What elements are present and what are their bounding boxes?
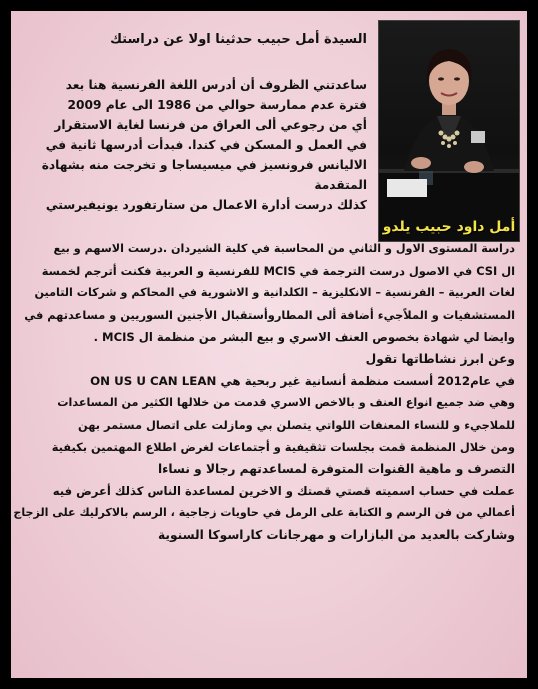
photo-caption: أمل داود حبيب يلدو <box>382 219 516 235</box>
text-line: ومن خلال المنظمة قمت بجلسات تثقيفية و أجتماعات لغرض اطلاع المهتمين بكيفية <box>51 440 515 454</box>
outer-frame <box>5 5 533 684</box>
text-line: الاليانس فرونسيز في ميسيساجا و تخرجت منه بشهادة <box>41 158 367 172</box>
text-line: فترة عدم ممارسة حوالي من 1986 الى عام 2009 <box>67 98 367 112</box>
article-heading: السيدة أمل حبيب حدثينا اولا عن دراستك <box>110 32 367 47</box>
text-line: ساعدتني الظروف أن أدرس اللغة الفرنسية هنا بعد <box>65 78 367 92</box>
text-line: أي من رجوعي ألى العراق من فرنسا لغاية الاستقرار <box>54 118 367 132</box>
text-line: في عام2012 أسست منظمة أنسانية غير ربحية هي ON US U CAN LEAN <box>90 374 515 388</box>
document-page <box>11 11 527 678</box>
text-line: التصرف و ماهية القنوات المتوفرة لمساعدتهم رجالا و نساءا <box>157 462 515 476</box>
text-line: ال CSI في الاصول درست الترجمة في MCIS للفرنسية و العربية فكنت أترجم لخمسة <box>41 264 515 278</box>
text-line: أعمالي من فن الرسم و الكتابة على الرمل في حاويات زجاجية ، الرسم بالاكرليك على الزجاج <box>13 506 515 519</box>
text-line: المستشفيات و الملاًجيء أضافة ألى المطاروأستقبال الأجنين السوريين و مساعدتهم في <box>24 308 515 322</box>
text-line: وشاركت بالعديد من البازارات و مهرجانات كاراسوكا السنوية <box>158 528 515 542</box>
text-line: كذلك درست أدارة الاعمال من ستارتفورد يونيفيرستي <box>45 198 367 212</box>
text-line: المتقدمة <box>314 178 367 192</box>
text-line: للملاجيء و للنساء المعنفات اللواتي يتصلن بي ومازلت على اتصال مستمر بهن <box>78 418 515 432</box>
text-line: وعن ابرز نشاطاتها تقول <box>365 352 515 366</box>
text-line: دراسة المستوى الاول و الثاني من المحاسبة في كلية الشيردان .درست الاسهم و بيع <box>53 242 515 255</box>
portrait-photo <box>378 20 520 242</box>
text-line: في العمل و المسكن في كندا. فبدأت أدرسها ثانية في <box>45 138 367 152</box>
text-line: لغات العربية – الفرنسية – الانكليزية – الكلدانية و الاشورية في المحاكم و شركات التامين <box>34 286 515 299</box>
text-line: وهي ضد جميع انواع العنف و بالاخص الاسري قدمت من خلالها الكثير من المساعدات <box>57 396 515 409</box>
text-line: عملت في حساب اسميته قصتي قصتك و الاخرين لمساعدة الناس كذلك أعرض فيه <box>52 484 515 498</box>
portrait-illustration <box>379 21 519 241</box>
text-line: وايضا لي شهادة بخصوص العنف الاسري و بيع البشر من منظمة ال MCIS . <box>93 330 515 344</box>
